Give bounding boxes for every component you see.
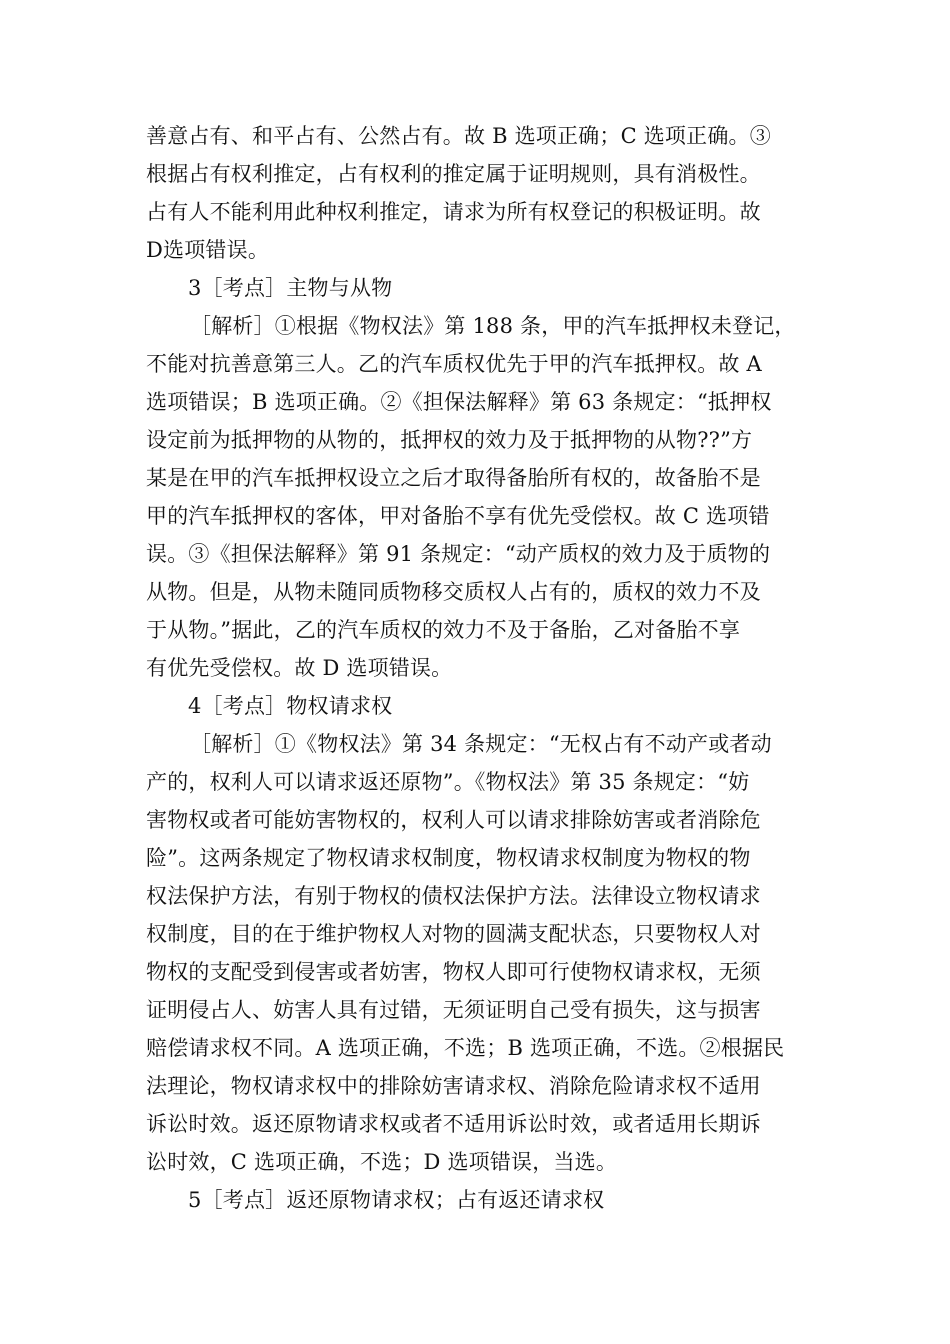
text-line: 选项错误；B 选项正确。②《担保法解释》第 63 条规定：“抵押权 (146, 390, 772, 414)
text-line: 产的，权利人可以请求返还原物”。《物权法》第 35 条规定：“妨 (146, 770, 750, 794)
section-heading-3: 3［考点］主物与从物 (188, 276, 393, 300)
text-line: 某是在甲的汽车抵押权设立之后才取得备胎所有权的，故备胎不是 (146, 466, 761, 490)
text-line: 险”。这两条规定了物权请求权制度，物权请求权制度为物权的物 (146, 846, 751, 870)
text-line: 不能对抗善意第三人。乙的汽车质权优先于甲的汽车抵押权。故 A (146, 352, 762, 376)
text-line: 设定前为抵押物的从物的，抵押权的效力及于抵押物的从物??”方 (146, 428, 753, 452)
document-body (146, 117, 806, 1219)
text-line: 占有人不能利用此种权利推定，请求为所有权登记的积极证明。故 (146, 200, 761, 224)
text-line: 于从物。”据此，乙的汽车质权的效力不及于备胎，乙对备胎不享 (146, 618, 741, 642)
text-line: 误。③《担保法解释》第 91 条规定：“动产质权的效力及于质物的 (146, 542, 771, 566)
text-line: 根据占有权利推定，占有权利的推定属于证明规则，具有消极性。 (146, 162, 761, 186)
text-line: 权法保护方法，有别于物权的债权法保护方法。法律设立物权请求 (146, 884, 761, 908)
analysis-start-3: ［解析］①根据《物权法》第 188 条，甲的汽车抵押权未登记， (190, 314, 796, 338)
text-line: 从物。但是，从物未随同质物移交质权人占有的，质权的效力不及 (146, 580, 761, 604)
section-heading-5: 5［考点］返还原物请求权；占有返还请求权 (188, 1188, 605, 1212)
analysis-start-4: ［解析］①《物权法》第 34 条规定：“无权占有不动产或者动 (190, 732, 772, 756)
text-line: 赔偿请求权不同。A 选项正确，不选；B 选项正确，不选。②根据民 (146, 1036, 785, 1060)
section-heading-4: 4［考点］物权请求权 (188, 694, 393, 718)
text-line: 有优先受偿权。故 D 选项错误。 (146, 656, 453, 680)
text-line: 证明侵占人、妨害人具有过错，无须证明自己受有损失，这与损害 (146, 998, 761, 1022)
text-line: 诉讼时效。返还原物请求权或者不适用诉讼时效，或者适用长期诉 (146, 1112, 761, 1136)
text-line: D选项错误。 (146, 238, 270, 262)
text-line: 法理论，物权请求权中的排除妨害请求权、消除危险请求权不适用 (146, 1074, 761, 1098)
text-line: 权制度，目的在于维护物权人对物的圆满支配状态，只要物权人对 (146, 922, 761, 946)
text-line: 害物权或者可能妨害物权的，权利人可以请求排除妨害或者消除危 (146, 808, 761, 832)
text-line: 善意占有、和平占有、公然占有。故 B 选项正确；C 选项正确。③ (146, 124, 771, 148)
text-line: 讼时效，C 选项正确，不选；D 选项错误，当选。 (146, 1150, 618, 1174)
text-line: 物权的支配受到侵害或者妨害，物权人即可行使物权请求权，无须 (146, 960, 761, 984)
text-line: 甲的汽车抵押权的客体，甲对备胎不享有优先受偿权。故 C 选项错 (146, 504, 770, 528)
